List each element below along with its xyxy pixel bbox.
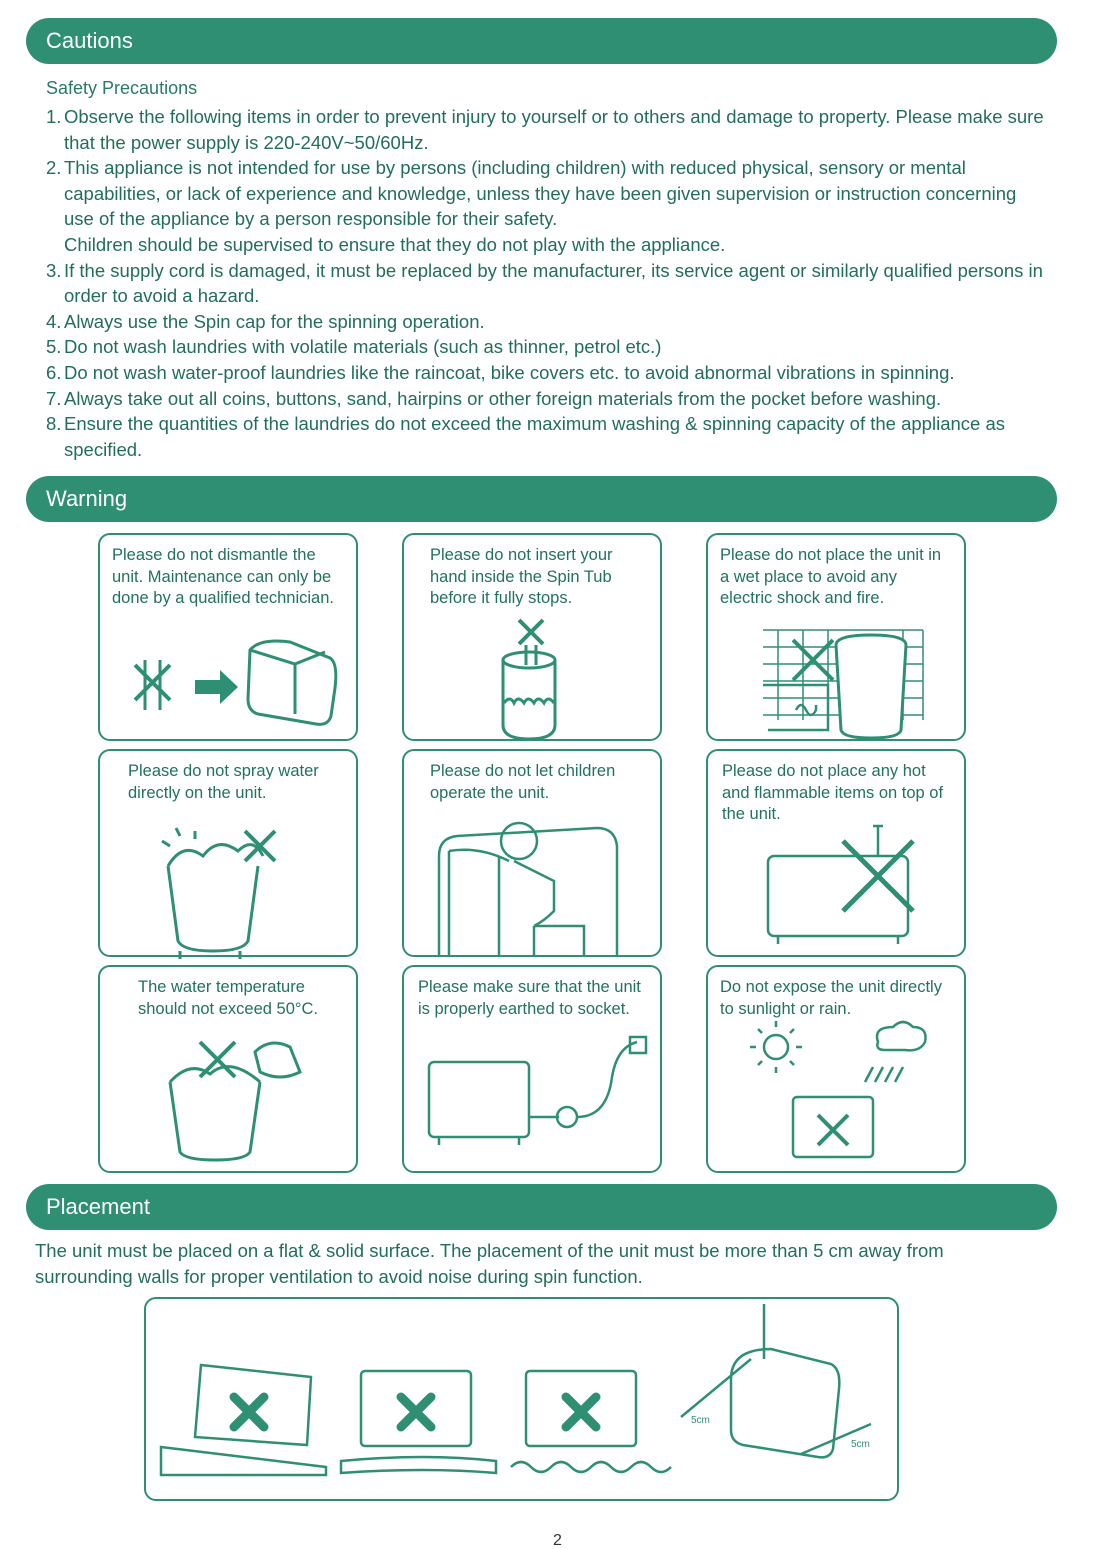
caution-item: 5. Do not wash laundries with volatile materials (such as thinner, petrol etc.) <box>46 336 662 358</box>
warning-card-text: Please do not insert your hand inside the Spin Tub before it fully stops. <box>430 546 613 607</box>
caution-item: 4. Always use the Spin cap for the spinning operation. <box>46 310 485 332</box>
placement-text: The unit must be placed on a flat & solid surface. The placement of the unit must be more than 5 cm away from surrounding walls for proper ventilation to avoid noise during spin function. <box>35 1240 944 1287</box>
safety-precautions-subtitle: Safety Precautions <box>46 78 198 98</box>
label-5cm-left: 5cm <box>691 1415 710 1426</box>
warning-card-text: Please do not place the unit in a wet place to avoid any electric shock and fire. <box>720 546 942 607</box>
placement-illustration <box>146 1299 896 1499</box>
warning-card-text: Please do not let children operate the unit. <box>430 762 616 802</box>
warning-card-text: Please do not place any hot and flammable items on top of the unit. <box>722 762 944 823</box>
warning-card <box>402 749 662 957</box>
warning-card <box>98 749 358 957</box>
warning-header <box>26 476 1057 522</box>
warning-card <box>706 533 966 741</box>
warning-card <box>706 749 966 957</box>
placement-header <box>26 1184 1057 1230</box>
caution-item: 6. Do not wash water-proof laundries like the raincoat, bike covers etc. to avoid abnormal vibrations in spinning. <box>46 361 955 383</box>
warning-card <box>98 533 358 741</box>
warning-card <box>98 965 358 1173</box>
warning-card <box>402 533 662 741</box>
caution-item: 8. Ensure the quantities of the laundries do not exceed the maximum washing & spinning capacity of the appliance as specified. <box>46 413 1005 460</box>
warning-card <box>402 965 662 1173</box>
caution-item: 7. Always take out all coins, buttons, sand, hairpins or other foreign materials from the pocket before washing. <box>46 387 942 409</box>
warning-card-text: The water temperature should not exceed 50°C. <box>138 978 318 1018</box>
cautions-header <box>26 18 1057 64</box>
placement-title: Placement <box>46 1194 150 1219</box>
label-5cm-right: 5cm <box>851 1439 870 1450</box>
warning-card-text: Do not expose the unit directly to sunlight or rain. <box>720 978 942 1018</box>
cautions-title: Cautions <box>46 28 133 53</box>
caution-item: 2. This appliance is not intended for use by persons (including children) with reduced physical, sensory or mental capabilities, or lack of experience and knowledge, unless they have been given supervision or instruction concerning use of the appliance by a person responsible for their safety. <box>46 157 1017 230</box>
warning-card <box>706 965 966 1173</box>
cautions-list <box>46 104 1046 462</box>
caution-item: 1. Observe the following items in order to prevent injury to yourself or to others and damage to property. Please make sure that the power supply is 220-240V~50/60Hz. <box>46 106 1044 153</box>
warning-card-text: Please do not spray water directly on the unit. <box>128 762 319 802</box>
page-number: 2 <box>553 1532 562 1549</box>
caution-item: 3. If the supply cord is damaged, it must be replaced by the manufacturer, its service agent or similarly qualified persons in order to avoid a hazard. <box>46 259 1043 307</box>
warning-card-text: Please make sure that the unit is properly earthed to socket. <box>418 978 641 1018</box>
warning-title: Warning <box>46 486 128 511</box>
placement-diagram <box>144 1297 899 1501</box>
caution-item: Children should be supervised to ensure that they do not play with the appliance. <box>64 233 726 255</box>
warning-card-text: Please do not dismantle the unit. Maintenance can only be done by a qualified technician. <box>112 546 334 607</box>
